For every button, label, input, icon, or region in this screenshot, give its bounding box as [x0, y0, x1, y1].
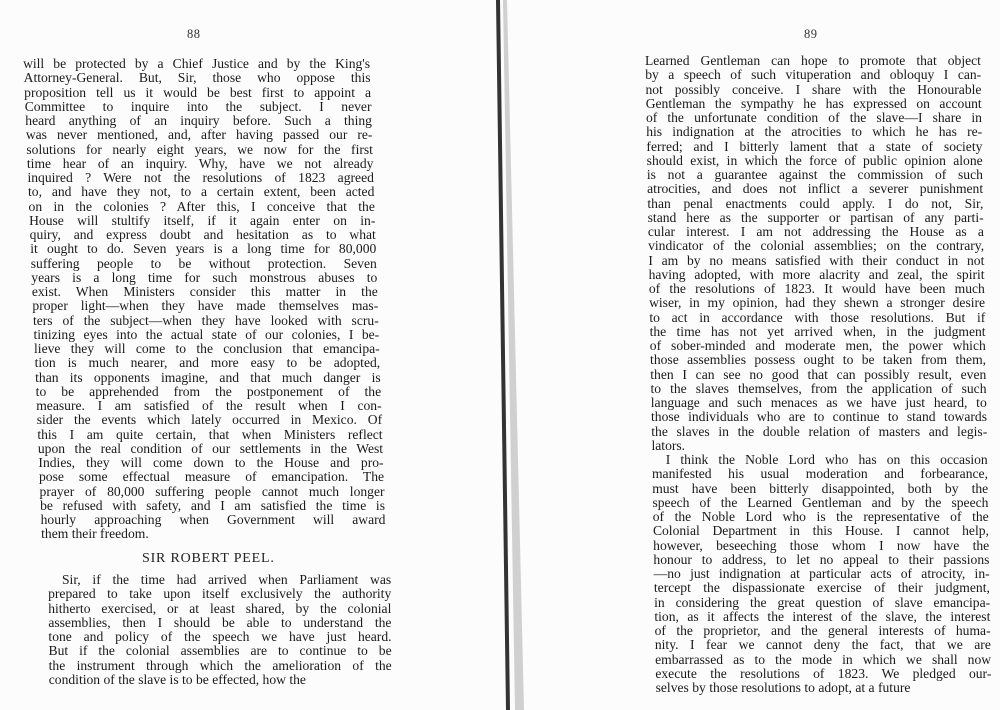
text-line: Colonial Department in this House. I cannot help,: [652, 523, 989, 539]
text-line: of the Noble Lord who is the representative of the: [652, 509, 989, 524]
text-line: —no just indignation at particular acts of atrocity, in-: [653, 566, 990, 581]
text-line: be refused with safety, and I am satisfied the time is: [40, 497, 385, 513]
text-line: proper light—when they have made themselves mas-: [32, 298, 379, 314]
text-line: nity. I fear we cannot deny the fact, that we are: [654, 637, 991, 653]
text-line: quiry, and express doubt and hesitation as to what: [29, 227, 376, 242]
text-line: pose some effectual measure of emancipation. The: [38, 469, 385, 485]
text-line: his indignation at the atrocities to which he has re-: [646, 124, 983, 140]
text-line: House will stultify itself, if it again enter on in-: [29, 212, 376, 228]
text-line: was never mentioned, and, after having passed our re-: [25, 127, 373, 143]
text-line: years is a long time for such monstrous abuses to: [31, 269, 378, 285]
text-line: solutions for nearly eight years, we now for the first: [26, 141, 373, 157]
text-line: it ought to do. Seven years is a long time for 80,000: [30, 241, 377, 257]
text-line: time hear of an inquiry. Why, have we not already: [26, 155, 374, 171]
text-line: lieve they will come to the conclusion that emancipa-: [34, 341, 380, 356]
text-line: condition of the slave is to be effected, how the: [48, 671, 306, 687]
text-line: But if the colonial assemblies are to continue to be: [48, 643, 392, 659]
text-line: however, beseeching those whom I now have the: [653, 537, 990, 553]
speaker-heading: SIR ROBERT PEEL.: [142, 551, 275, 566]
text-line: must have been bitterly disappointed, both by the: [652, 480, 989, 496]
text-line: selves by those resolutions to adopt, at a future: [655, 680, 911, 695]
text-line: Sir, if the time had arrived when Parliament was: [61, 572, 392, 587]
text-line: vindicator of the colonial assemblies; on the contrary,: [648, 238, 985, 254]
text-line: hourly approaching when Government will award: [40, 512, 386, 527]
text-line: Indies, they will come down to the House and pro-: [38, 455, 384, 470]
text-line: to, and have they not, to a certain extent, been acted: [28, 184, 375, 200]
text-line: will be protected by a Chief Justice and by the King's: [23, 56, 371, 71]
text-line: then I can see no good that can possibly result, even: [650, 366, 987, 382]
text-line: to act in accordance with those resolutions. But if: [649, 309, 986, 325]
text-line: those individuals who are to continue to stand towards: [651, 409, 987, 425]
text-line: to be apprehended from the postponement of the: [35, 383, 382, 399]
left-page: [0, 0, 496, 710]
text-line: atrocities, and does not inflict a severer punishment: [647, 181, 984, 197]
text-line: inquired ? Were not the resolutions of 1823 agreed: [27, 170, 374, 185]
text-line: upon the real condition of our settlements in the West: [37, 440, 384, 456]
text-line: is not a guarantee against the commission of such: [646, 167, 983, 182]
text-line: stand here as the supporter or partisan of any parti-: [647, 209, 984, 225]
text-line: exist. When Ministers consider this matter in the: [31, 284, 378, 299]
text-line: ferred; and I bitterly lament that a state of society: [646, 138, 983, 154]
text-line: tion is much nearer, and more easy to be adopted,: [34, 355, 381, 371]
text-line: sider the events which lately occurred in Mexico. Of: [36, 412, 383, 428]
text-line: Learned Gentleman can hope to promote that object: [644, 53, 981, 68]
page-number: 88: [187, 27, 201, 41]
text-line: on in the colonies ? After this, I conceive that the: [28, 198, 375, 214]
text-line: ters of the subject—when they have looked with scru-: [32, 312, 379, 328]
text-line: the time has not yet arrived when, in the judgment: [649, 323, 986, 339]
text-line: them their freedom.: [41, 526, 149, 542]
text-line: I am by no means satisfied with their conduct in not: [648, 252, 985, 268]
text-line: lators.: [651, 437, 686, 453]
text-line: tercept the dispassionate exercise of their judgment,: [653, 580, 990, 596]
text-line: of the unfortunate condition of the slave—I share in: [645, 110, 982, 125]
text-line: having adopted, with more alacrity and zeal, the spirit: [648, 266, 985, 282]
text-line: Attorney-General. But, Sir, those who oppose this: [23, 70, 371, 86]
text-line: tion, as it affects the interest of the slave, the interest: [654, 608, 991, 624]
text-line: language and such menaces as we have just heard, to: [650, 395, 987, 410]
text-line: manifested his usual moderation and forbearance,: [651, 466, 988, 482]
text-line: of sober-minded and moderate men, the power which: [649, 338, 986, 353]
text-line: to the slaves themselves, from the application of such: [650, 380, 987, 396]
text-line: prepared to take upon itself exclusively the authority: [48, 586, 392, 602]
text-line: than its opponents imagine, and that much danger is: [35, 369, 381, 385]
text-line: embarrassed as to the mode in which we shall now: [655, 651, 992, 667]
text-line: honour to address, to let no appeal to their passions: [653, 551, 990, 567]
text-line: prayer of 80,000 suffering people cannot much longer: [39, 483, 385, 499]
text-line: assemblies, then I should be able to understand the: [48, 614, 392, 630]
text-line: execute the resolutions of 1823. We pledged our-: [655, 665, 992, 681]
text-line: tinizing eyes into the actual state of our colonies, I be-: [33, 326, 380, 342]
text-line: this I am quite certain, that when Ministers reflect: [37, 426, 383, 442]
text-line: speech of the Learned Gentleman and by the speech: [652, 494, 989, 510]
text-line: of the resolutions of 1823. It would have been much: [648, 281, 985, 296]
text-line: the instrument through which the amelioration of the: [48, 657, 392, 673]
text-line: not possibly conceive. I share with the Honourable: [645, 81, 982, 97]
text-line: measure. I am satisfied of the result when I con-: [36, 398, 382, 413]
text-line: wiser, in my opinion, had they shewn a stronger desire: [649, 295, 986, 311]
page-number: 89: [804, 27, 818, 41]
text-line: heard anything of an inquiry before. Such a thing: [25, 113, 372, 128]
text-line: of the proprietor, and the general interests of huma-: [654, 623, 991, 638]
text-line: cular interest. I am not addressing the House as a: [647, 224, 984, 239]
text-line: by a speech of such vituperation and obloquy I can-: [645, 67, 982, 83]
text-line: Committee to inquire into the subject. I never: [24, 98, 372, 114]
text-line: suffering people to be without protection. Seven: [30, 255, 377, 271]
text-line: those assemblies possess ought to be taken from them,: [650, 352, 987, 368]
right-page: [500, 0, 1000, 710]
text-line: I think the Noble Lord who has on this occasion: [665, 452, 988, 467]
text-line: than penal enactments could apply. I do not, Sir,: [647, 195, 984, 211]
text-line: hitherto exercised, or at least shared, by the colonial: [48, 600, 392, 616]
text-line: should exist, in which the force of public opinion alone: [646, 152, 983, 168]
text-line: in considering the great question of slave emancipa-: [654, 594, 991, 610]
text-line: the slaves in the double relation of masters and legis-: [651, 423, 988, 439]
text-line: tone and policy of the speech we have just heard.: [48, 629, 392, 644]
text-line: proposition tell us it would be best first to appoint a: [24, 84, 372, 100]
text-line: Gentleman the sympathy he has expressed on account: [645, 95, 982, 111]
